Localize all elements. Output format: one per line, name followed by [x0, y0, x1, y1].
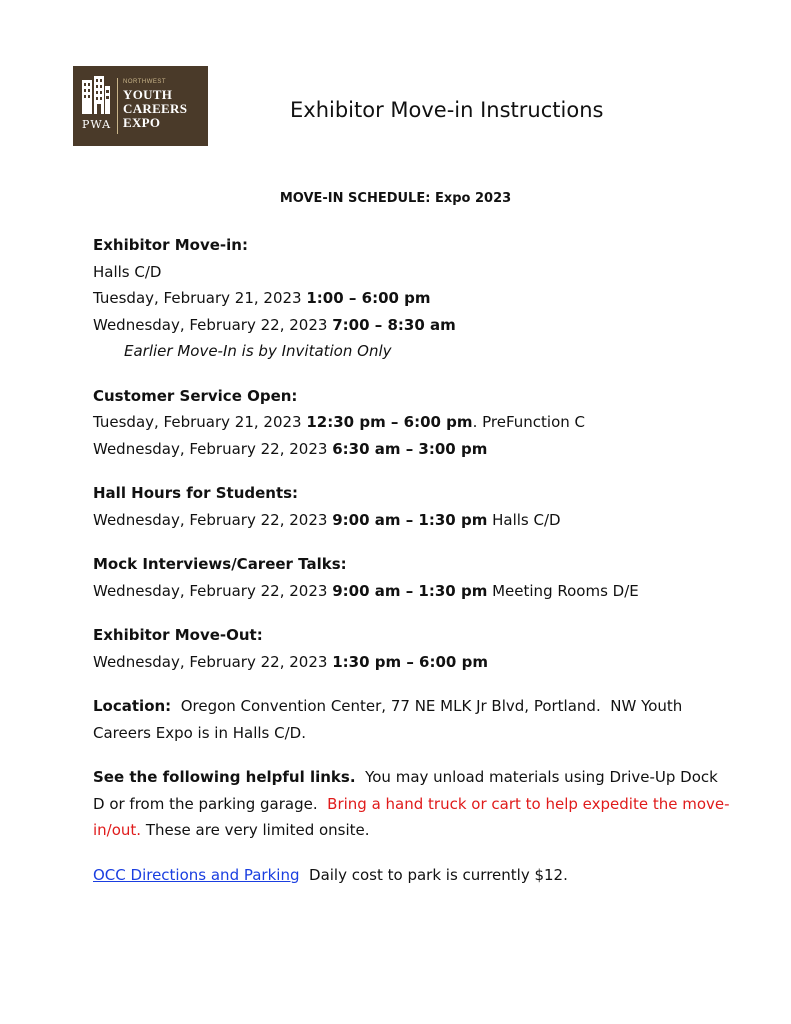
logo-divider [117, 78, 118, 134]
cs-day1-time: 12:30 pm – 6:00 pm [306, 413, 473, 431]
logo-line-expo: EXPO [123, 115, 161, 130]
logo-northwest: NORTHWEST [123, 79, 167, 85]
move-in-day1-time: 1:00 – 6:00 pm [306, 289, 431, 307]
move-in-day2-date: Wednesday, February 22, 2023 [93, 315, 328, 334]
move-in-day1 [93, 285, 733, 312]
mock-interviews-line [93, 578, 733, 605]
logo-line-careers: CAREERS [123, 101, 188, 116]
document-body [93, 232, 733, 906]
occ-directions-link[interactable]: OCC Directions and Parking [93, 865, 300, 884]
hand-truck-warning: Bring a hand truck or cart to help expedite the move-in/out. [93, 794, 730, 839]
hall-hours-line [93, 507, 733, 534]
logo-pwa-text: PWA [82, 118, 112, 131]
hall-hours-time: 9:00 am – 1:30 pm [332, 510, 488, 529]
cs-day1-suffix: . PreFunction C [472, 413, 585, 431]
hall-hours-date: Wednesday, February 22, 2023 [93, 510, 328, 529]
customer-service-day1 [93, 409, 733, 436]
move-in-heading: Exhibitor Move-in: [93, 236, 248, 254]
move-out-time: 1:30 pm – 6:00 pm [332, 652, 488, 671]
helpful-links-label: See the following helpful links. [93, 768, 356, 786]
cs-day1-date: Tuesday, February 21, 2023 [93, 413, 302, 431]
hall-hours-suffix: Halls C/D [487, 510, 561, 529]
mock-interviews-heading: Mock Interviews/Career Talks: [93, 555, 347, 573]
location-label: Location: [93, 697, 172, 715]
schedule-heading: MOVE-IN SCHEDULE: Expo 2023 [279, 191, 512, 206]
hall-hours-heading: Hall Hours for Students: [93, 484, 299, 502]
move-out-line [93, 649, 733, 676]
mock-interviews-date: Wednesday, February 22, 2023 [93, 581, 328, 600]
move-in-day1-date: Tuesday, February 21, 2023 [93, 289, 302, 307]
page-title: Exhibitor Move-in Instructions [290, 98, 604, 122]
hall-hours-section [93, 480, 733, 533]
move-in-location: Halls C/D [93, 262, 162, 281]
helpful-links-text2: These are very limited onsite. [141, 821, 370, 839]
customer-service-section [93, 383, 733, 463]
helpful-links-section [93, 764, 733, 844]
move-out-date: Wednesday, February 22, 2023 [93, 652, 328, 671]
move-out-section [93, 622, 733, 675]
cs-day2-time: 6:30 am – 3:00 pm [332, 439, 488, 458]
customer-service-day2 [93, 436, 733, 463]
move-in-section [93, 232, 733, 365]
cs-day2-date: Wednesday, February 22, 2023 [93, 439, 328, 458]
mock-interviews-section [93, 551, 733, 604]
parking-cost-text: Daily cost to park is currently $12. [299, 865, 568, 884]
mock-interviews-suffix: Meeting Rooms D/E [487, 581, 639, 600]
logo-line-youth: YOUTH [123, 87, 173, 102]
move-in-day2-time: 7:00 – 8:30 am [332, 315, 456, 334]
expo-logo [73, 66, 208, 146]
move-in-note: Earlier Move-In is by Invitation Only [124, 342, 392, 360]
move-in-day2 [93, 312, 733, 339]
parking-section [93, 862, 733, 889]
location-section [93, 693, 733, 746]
move-out-heading: Exhibitor Move-Out: [93, 626, 263, 644]
customer-service-heading: Customer Service Open: [93, 386, 298, 405]
building-icon [81, 76, 111, 114]
location-text: Oregon Convention Center, 77 NE MLK Jr Blvd, Portland. NW Youth Careers Expo is in Halls C/D. [93, 697, 688, 742]
helpful-links-text1: You may unload materials using Drive-Up Dock D or from the parking garage. [93, 768, 723, 813]
mock-interviews-time: 9:00 am – 1:30 pm [332, 581, 488, 600]
